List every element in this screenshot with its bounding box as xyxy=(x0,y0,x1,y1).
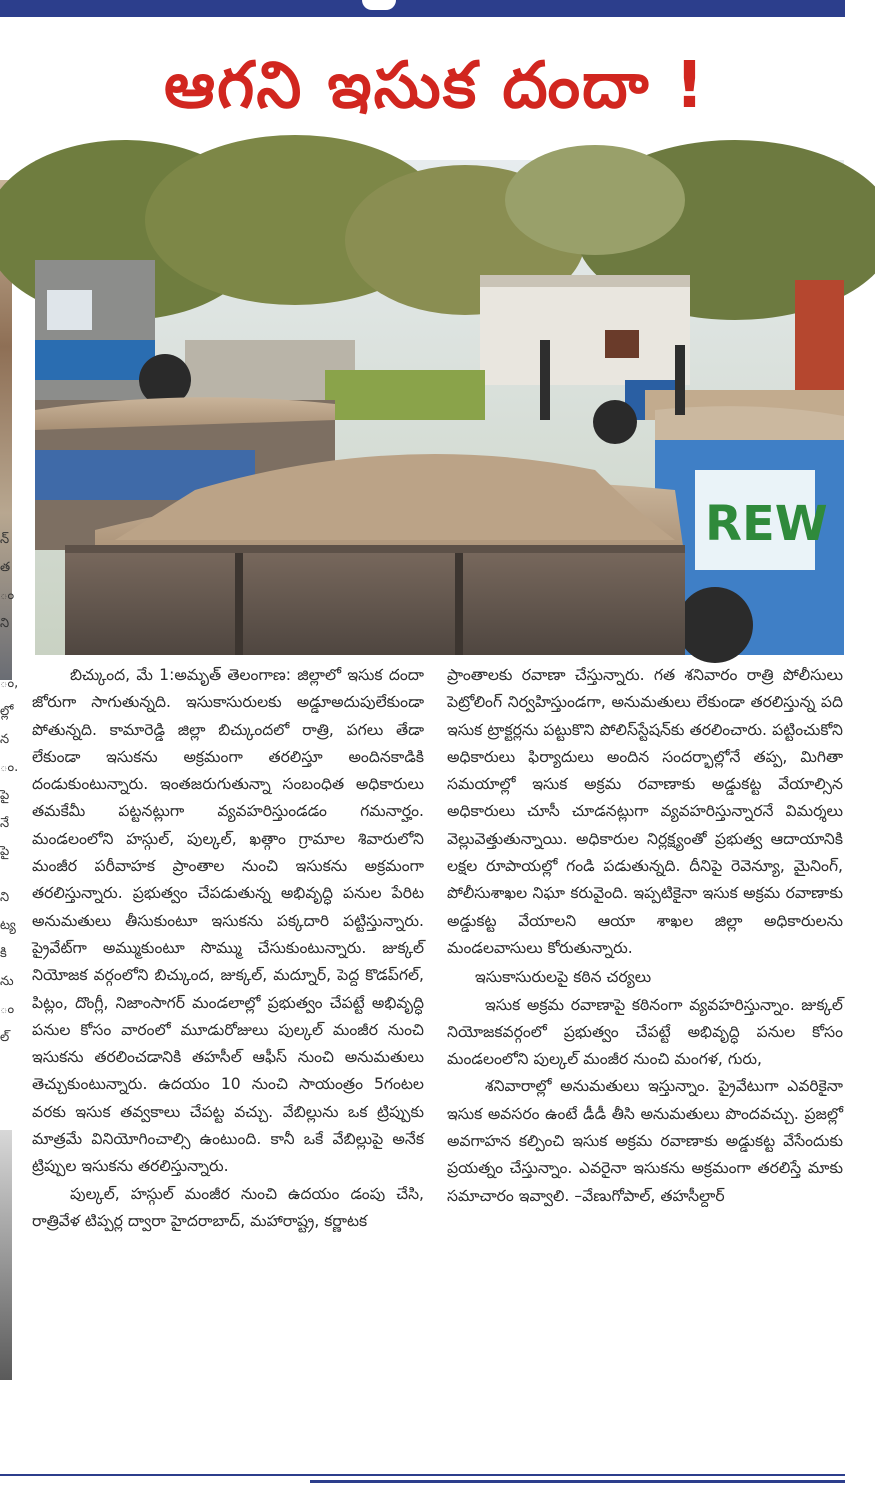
margin-text: ం, xyxy=(0,676,19,691)
article-paragraph: బిచ్కుంద, మే 1:అమృత్ తెలంగాణ: జిల్లాలో ఇసుక దందా జోరుగా సాగుతున్నది. ఇసుకాసురులకు అడ్డూఅదుపులేకుండా పోతున్నది. కామారెడ్డి జిల్లా బిచ్కుందలో రాత్రి, పగలు తేడా లేకుండా ఇసుకను అక్రమంగా తరలిస్తూ అందినకాడికి దండుకుంటున్నారు. ఇంతజరుగుతున్నా సంబంధిత అధికారులు తమకేమీ పట్టనట్లుగా వ్యవహరిస్తుండడం గమనార్హం. మండలంలోని హస్గుల్, పుల్కల్, ఖత్గాం గ్రామాల శివారులోని మంజీర పరీవాహక ప్రాంతాల నుంచి ఇసుకను అక్రమంగా తరలిస్తున్నారు. ప్రభుత్వం చేపడుతున్న అభివృద్ధి పనుల పేరిట అనుమతులు తీసుకుంటూ ఇసుకను పక్కదారి పట్టిస్తున్నారు. ప్రైవేట్‌గా అమ్ముకుంటూ సొమ్ము చేసుకుంటున్నారు. జుక్కల్ నియోజక వర్గంలోని బిచ్కుంద, జుక్కల్, మద్నూర్, పెద్ద కొడప్‌గల్, పిట్లం, దొంగ్లీ, నిజాంసాగర్ మండలాల్లో ప్రభుత్వం చేపట్టే అభివృద్ధి పనుల కోసం వారంలో మూడురోజులు పుల్కల్ మంజీర నుంచి ఇసుకను తరలించడానికి తహసీల్ ఆఫీస్ నుంచి అనుమతులు తెచ్చుకుంటున్నారు. ఉదయం 10 నుంచి సాయంత్రం 5గంటల వరకు ఇసుక తవ్వకాలు చేపట్ట వచ్చు. వేబిల్లును ఒక ట్రిప్పుకు మాత్రమే వినియోగించాల్సి ఉంటుంది. కానీ ఒకే వేబిల్లుపై అనేక ట్రిప్పుల ఇసుకను తరలిస్తున్నారు. xyxy=(32,666,424,1176)
margin-text: ని xyxy=(0,890,10,905)
article-column-right xyxy=(447,662,843,1210)
margin-text: పై xyxy=(0,844,10,859)
subheading: ఇసుకాసురులపై కఠిన చర్యలు xyxy=(475,968,652,987)
article-paragraph: ప్రాంతాలకు రవాణా చేస్తున్నారు. గత శనివారం రాత్రి పోలీసులు పెట్రోలింగ్ నిర్వహిస్తుండగా, అనుమతులు లేకుండా తరలిస్తున్న పది ఇసుక ట్రాక్టర్లను పట్టుకొని పోలిస్‌స్టేషన్‌కు తరలించారు. పట్టించుకోని అధికారులు ఫిర్యాదులు అందిన సందర్భాల్లోనే తప్ప, మిగితా సమయాల్లో ఇసుక అక్రమ రవాణాకు అడ్డుకట్ట వేయాల్సిన అధికారులు చూసీ చూడనట్లుగా వ్యవహరిస్తున్నారనే విమర్శలు వెల్లువెత్తుతున్నాయి. అధికారుల నిర్లక్ష్యంతో ప్రభుత్వ ఆదాయానికి లక్షల రూపాయల్లో గండి పడుతున్నది. దీనిపై రెవెన్యూ, మైనింగ్, పోలీసుశాఖల నిఘా కరువైంది. ఇప్పటికైనా ఇసుక అక్రమ రవాణాకు అడ్డుకట్ట వేయాలని ఆయా శాఖల జిల్లా అధికారులను మండలవాసులు కోరుతున్నారు. xyxy=(447,666,843,957)
margin-text: త xyxy=(0,560,11,575)
margin-text: ం xyxy=(0,1002,15,1017)
band-emblem xyxy=(362,0,396,10)
adjacent-photo-bottom xyxy=(0,1130,12,1380)
top-color-band xyxy=(0,0,845,17)
margin-text: పై xyxy=(0,788,10,803)
adjacent-column-fragment xyxy=(0,160,19,1480)
truck-lettering: REW xyxy=(705,496,828,552)
margin-text: ల్ xyxy=(0,1030,10,1045)
margin-text: ం xyxy=(0,588,15,603)
margin-text: ట్య xyxy=(0,918,16,933)
bottom-rule-accent xyxy=(310,1480,845,1483)
bottom-rule xyxy=(0,1474,845,1476)
margin-text: న్ xyxy=(0,532,10,547)
margin-text: ం. xyxy=(0,760,19,775)
margin-text: ల్లో xyxy=(0,704,14,719)
quote-paragraph: శనివారాల్లో అనుమతులు ఇస్తున్నాం. ప్రైవేటుగా ఎవరికైనా ఇసుక అవసరం ఉంటే డీడీ తీసి అనుమతులు పొందవచ్చు. ప్రజల్లో అవగాహన కల్పించి ఇసుక అక్రమ రవాణాకు అడ్డుకట్ట వేసేందుకు ప్రయత్నం చేస్తున్నాం. ఎవరైనా ఇసుకను అక్రమంగా తరలిస్తే మాకు సమాచారం ఇవ్వాలి. –వేణుగోపాల్, తహసీల్దార్ xyxy=(447,1077,843,1205)
margin-text: ను xyxy=(0,974,14,989)
sand-trucks-photo xyxy=(35,160,844,655)
article-paragraph: పుల్కల్, హస్గుల్ మంజీర నుంచి ఉదయం డంపు చేసి, రాత్రివేళ టిప్పర్ల ద్వారా హైదరాబాద్, మహారాష్ట్ర, కర్ణాటక xyxy=(32,1184,424,1230)
margin-text: కి xyxy=(0,946,7,961)
margin-text: నే xyxy=(0,816,10,831)
article-column-left xyxy=(32,662,424,1235)
headline: ఆగని ఇసుక దందా ! xyxy=(163,49,707,123)
margin-text: న xyxy=(0,732,10,747)
quote-paragraph: ఇసుక అక్రమ రవాణాపై కఠినంగా వ్యవహరిస్తున్నాం. జుక్కల్ నియోజకవర్గంలో ప్రభుత్వం చేపట్టే అభివృద్ధి పనుల కోసం మండలంలోని పుల్కల్ మంజీర నుంచి మంగళ, గురు, xyxy=(447,995,843,1069)
margin-text: ని xyxy=(0,616,10,631)
